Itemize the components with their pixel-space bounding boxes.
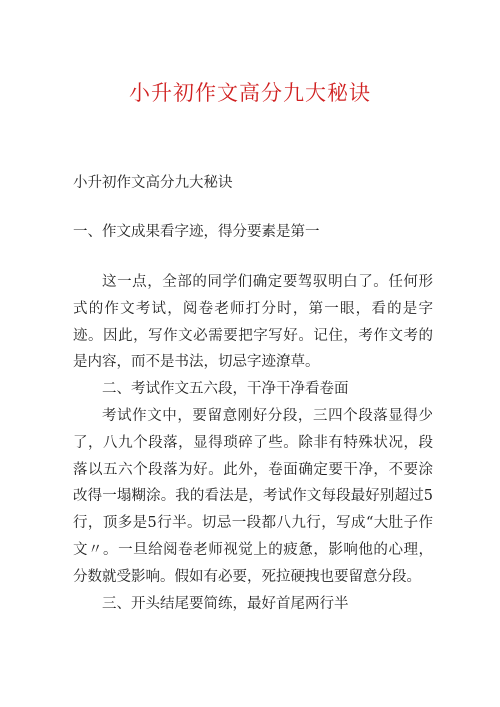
section-heading-2: 二、考试作文五六段，干净干净看卷面 (102, 381, 349, 398)
document-title: 小升初作文高分九大秘诀 (129, 81, 371, 105)
section-paragraph-2: 考试作文中，要留意刚好分段，三四个段落显得少了，八九个段落，显得琐碎了些。除非有特殊状况，段落以五六个段落为好。此外，卷面确定要干净，不要涂改得一塌糊涂。我的看法是，考试作文每段最好别超过5行，顶多是5行半。切忌一段都八九行，写成“大肚子作文〃。一旦给阅卷老师视觉上的疲惫，影响他的心理，分数就受影响。假如有必要，死拉硬拽也要留意分段。 (73, 407, 433, 585)
document-subtitle: 小升初作文高分九大秘诀 (73, 175, 233, 191)
section-heading-1: 一、作文成果看字迹，得分要素是第一 (73, 224, 320, 240)
document-body (73, 269, 433, 617)
section-paragraph-1: 这一点，全部的同学们确定要驾驭明白了。任何形式的作文考试，阅卷老师打分时，第一眼，看的是字迹。因此，写作文必需要把字写好。记住，考作文考的是内容，而不是书法，切忌字迹潦草。 (73, 274, 433, 371)
section-heading-3: 三、开头结尾要简练，最好首尾两行半 (102, 595, 349, 612)
